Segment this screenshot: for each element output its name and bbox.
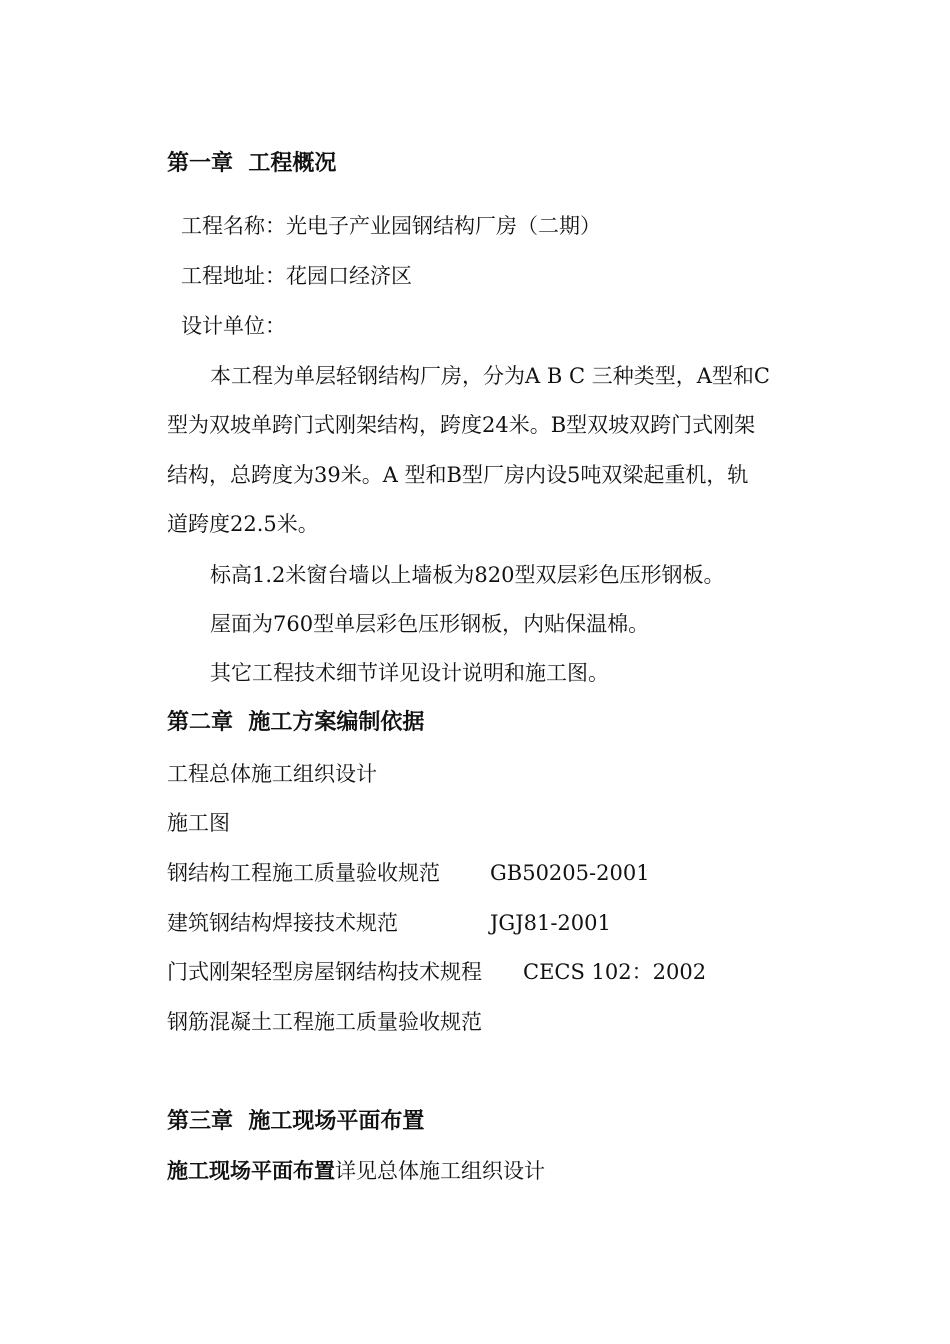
reference-item: 工程总体施工组织设计 <box>167 762 377 786</box>
reference-code: CECS 102：2002 <box>523 960 707 984</box>
reference-code: GB50205-2001 <box>490 861 650 885</box>
chapter-3-title: 第三章 施工现场平面布置 <box>167 1109 425 1134</box>
project-address: 工程地址：花园口经济区 <box>181 264 412 288</box>
reference-code: JGJ81-2001 <box>490 911 611 935</box>
reference-item: 建筑钢结构焊接技术规范 <box>167 911 398 935</box>
paragraph-2: 标高1.2米窗台墙以上墙板为820型双层彩色压形钢板。 <box>210 563 725 587</box>
reference-item: 钢筋混凝土工程施工质量验收规范 <box>167 1010 482 1034</box>
chapter-2-title: 第二章 施工方案编制依据 <box>167 710 425 735</box>
project-name: 工程名称：光电子产业园钢结构厂房（二期） <box>181 214 601 238</box>
chapter-3-body-bold: 施工现场平面布置 <box>167 1159 335 1183</box>
chapter-1-title: 第一章 工程概况 <box>167 151 337 176</box>
chapter-3-body-text: 详见总体施工组织设计 <box>335 1159 545 1183</box>
design-unit: 设计单位： <box>181 314 286 338</box>
paragraph-1-line-3: 结构，总跨度为39米。A 型和B型厂房内设5吨双梁起重机，轨 <box>167 463 749 487</box>
paragraph-1-line-1: 本工程为单层轻钢结构厂房，分为A B C 三种类型，A型和C <box>210 364 770 388</box>
paragraph-3: 屋面为760型单层彩色压形钢板，内贴保温棉。 <box>210 612 650 636</box>
paragraph-4: 其它工程技术细节详见设计说明和施工图。 <box>210 661 609 685</box>
paragraph-1-line-2: 型为双坡单跨门式刚架结构，跨度24米。B型双坡双跨门式刚架 <box>167 413 756 437</box>
reference-item: 门式刚架轻型房屋钢结构技术规程 <box>167 960 482 984</box>
paragraph-1-line-4: 道跨度22.5米。 <box>167 512 319 536</box>
reference-item: 施工图 <box>167 811 230 835</box>
reference-item: 钢结构工程施工质量验收规范 <box>167 861 440 885</box>
chapter-3-body <box>167 1157 545 1185</box>
